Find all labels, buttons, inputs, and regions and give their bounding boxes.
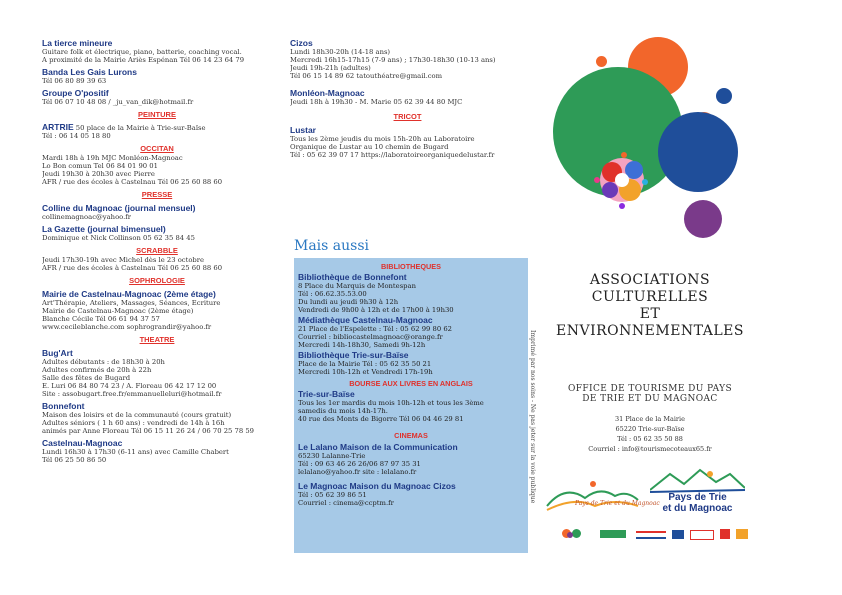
hills-icon	[545, 476, 640, 514]
purple-circle	[684, 200, 722, 238]
address-line: Tél : 05 62 35 50 88	[617, 435, 683, 443]
bonnefont-title: Bonnefont	[42, 401, 85, 411]
occitan-line: Lo Bon comun Tel 06 84 01 90 01	[42, 162, 158, 170]
castelnau-line: Lundi 16h30 à 17h30 (6-11 ans) avec Camille Chabert	[42, 448, 229, 456]
office-line: DE TRIE ET DU MAGNOAC	[582, 394, 718, 404]
section-scrabble: SCRABBLE	[136, 246, 178, 255]
occitanie-logo-icon	[720, 529, 730, 539]
mais-aussi-heading: Mais aussi	[294, 238, 370, 254]
artrie-title: ARTRIE	[42, 122, 74, 132]
mountains-icon	[650, 468, 745, 494]
bib1-line: 8 Place du Marquis de Montespan	[298, 282, 416, 290]
paint-splash-icon	[582, 140, 662, 220]
lustar-line: Tél : 05 62 39 07 17 https://laboratoireorganiquedelustar.fr	[290, 151, 495, 159]
bourse-line: samedis du mois 14h-17h.	[298, 407, 388, 415]
bonnefont-line: animés par Anne Floreau Tél 06 15 11 26 24 / 06 70 25 78 59	[42, 427, 254, 435]
bib1-line: Vendredi de 9h00 à 12h et de 17h00 à 19h30	[298, 306, 454, 314]
groupe-title: Groupe O'positif	[42, 88, 109, 98]
cine2-title: Le Magnoac Maison du Magnoac Cizos	[298, 481, 456, 491]
artrie-entry	[42, 120, 272, 132]
bib2-line: Courriel : bibliocastelmagnoac@orange.fr	[298, 333, 443, 341]
section-bibliotheques: BIBLIOTHEQUES	[381, 262, 441, 271]
cine1-title: Le Lalano	[298, 442, 338, 452]
lustar-title: Lustar	[290, 125, 316, 135]
info-box	[294, 258, 528, 553]
section-tricot: TRICOT	[393, 112, 422, 121]
artrie-line: Tél : 06 14 05 18 80	[42, 132, 111, 140]
bugart-line: Adultes débutants : de 18h30 à 20h	[42, 358, 165, 366]
vertical-print-note: Imprimé par nos soins - Ne pas jeter sur la voie publique	[529, 330, 536, 504]
monleon-line: Jeudi 18h à 19h30 - M. Marie 05 62 39 44 80 MJC	[290, 98, 463, 106]
bib1-line: Tél : 06.62.35.53.00	[298, 290, 367, 298]
bonnefont-line: Maison des loisirs et de la communauté (cours gratuit)	[42, 411, 232, 419]
bib3-line: Place de la Mairie Tél : 05 62 35 50 21	[298, 360, 432, 368]
tierce-line: A proximité de la Mairie Ariès Espénan Tél 06 14 23 64 79	[42, 56, 245, 64]
castelnau-line: Tél 06 25 50 86 50	[42, 456, 107, 464]
occitan-line: Mardi 18h à 19h MJC Monléon-Magnoac	[42, 154, 183, 162]
office-line: OFFICE DE TOURISME DU PAYS	[567, 384, 733, 394]
gazette-title: La Gazette (journal bimensuel)	[42, 224, 166, 234]
address-line: 65220 Trie-sur-Baïse	[615, 425, 685, 433]
cine1-line: Tél : 09 63 46 26 26/06 87 97 35 31	[298, 460, 421, 468]
bib1-line: Du lundi au jeudi 9h30 à 12h	[298, 298, 399, 306]
address-line: Courriel : info@tourismecoteaux65.fr	[588, 445, 712, 453]
sophro-line: Blanche Cécile Tél 06 61 94 37 57	[42, 315, 160, 323]
address-line: 31 Place de la Mairie	[615, 415, 685, 423]
bourse-line: 40 rue des Monts de Bigorre Tél 06 04 46 29 81	[298, 415, 464, 423]
cine2-line: Courriel : cinema@ccptm.fr	[298, 499, 394, 507]
logo2-line: et du Magnoac	[662, 503, 733, 514]
navy-dot	[716, 88, 732, 104]
bib2-title: Médiathèque Castelnau-Magnoac	[298, 315, 433, 325]
tierce-title: La tierce mineure	[42, 38, 113, 48]
office-address	[560, 414, 740, 454]
left-column	[42, 38, 272, 464]
partner-logo-7	[736, 529, 748, 539]
bugart-line: Adultes confirmés de 20h à 22h	[42, 366, 152, 374]
sophro-line: www.cecileblanche.com sophrograndir@yahoo.fr	[42, 323, 212, 331]
cover-title-line: CULTURELLES	[591, 289, 709, 305]
colline-line: collinemagnoac@yahoo.fr	[42, 213, 132, 221]
occitan-line: Jeudi 19h30 à 20h30 avec Pierre	[42, 170, 155, 178]
office-name	[550, 384, 750, 404]
bib2-line: Mercredi 14h-18h30, Samedi 9h-12h	[298, 341, 426, 349]
eu-flag-icon	[672, 530, 684, 539]
partner-logo-5	[690, 530, 714, 540]
pays-logo-main	[650, 468, 745, 518]
banda-title: Banda Les Gais Lurons	[42, 67, 137, 77]
bugart-line: E. Luri 06 84 80 74 23 / A. Floreau 06 42 17 12 00	[42, 382, 217, 390]
bib1-title: Bibliothèque de Bonnefont	[298, 272, 407, 282]
bib3-title: Bibliothèque Trie-sur-Baïse	[298, 350, 409, 360]
lustar-line: Tous les 2ème jeudis du mois 15h-20h au Laboratoire	[290, 135, 475, 143]
orange-dot	[596, 56, 607, 67]
logo2-line: Pays de Trie	[668, 492, 727, 503]
bib3-line: Mercredi 10h-12h et Vendredi 17h-19h	[298, 368, 433, 376]
cizos-title: Cizos	[290, 38, 313, 48]
cover-title	[550, 272, 750, 340]
cine1-title-rest: Maison de la Communication	[337, 442, 458, 452]
monleon-title: Monléon-Magnoac	[290, 88, 365, 98]
bugart-line: Salle des fêtes de Bugard	[42, 374, 131, 382]
section-cinemas: CINEMAS	[394, 431, 428, 440]
banda-line: Tél 06 80 89 39 63	[42, 77, 107, 85]
cine1-line: 65230 Lalanne-Trie	[298, 452, 366, 460]
cover-title-line: ENVIRONNEMENTALES	[556, 323, 744, 339]
middle-column	[290, 38, 525, 159]
artrie-inline: 50 place de la Mairie à Trie-sur-Baïse	[73, 124, 206, 132]
occitan-line: AFR / rue des écoles à Castelnau Tél 06 25 60 88 60	[42, 178, 223, 186]
bugart-line: Site : assobugart.free.fr/emmanuelleluri@hotmail.fr	[42, 390, 222, 398]
partner-logo-2	[600, 530, 626, 538]
lustar-line: Organique de Lustar au 10 chemin de Bugard	[290, 143, 449, 151]
section-presse: PRESSE	[141, 190, 173, 199]
scrabble-line: AFR / rue des écoles à Castelnau Tél 06 25 60 88 60	[42, 264, 223, 272]
cine1-entry	[298, 440, 524, 452]
cizos-line: Tél 06 15 14 89 62 tatouthéatre@gmail.com	[290, 72, 443, 80]
groupe-line: Tél 06 07 10 48 08 / _ju_van_dik@hotmail.fr	[42, 98, 194, 106]
cizos-line: Mercredi 16h15-17h15 (7-9 ans) ; 17h30-18h30 (10-13 ans)	[290, 56, 496, 64]
section-sophrologie: SOPHROLOGIE	[129, 276, 185, 285]
partner-logos	[560, 528, 760, 542]
scrabble-line: Jeudi 17h30-19h avec Michel dès le 23 octobre	[42, 256, 205, 264]
cine1-line: lelalano@yahoo.fr site : lelalano.fr	[298, 468, 417, 476]
cizos-line: Lundi 18h30-20h (14-18 ans)	[290, 48, 391, 56]
logo1-text: Pays de Trie et du Magnoac	[575, 500, 660, 507]
bourse-line: Tous les 1er mardis du mois 10h-12h et tous les 3ème	[298, 399, 484, 407]
navy-circle	[658, 112, 738, 192]
cine2-line: Tél : 05 62 39 86 51	[298, 491, 367, 499]
section-occitan: OCCITAN	[140, 144, 174, 153]
logo2-text	[650, 492, 745, 514]
bourse-title: Trie-sur-Baïse	[298, 389, 355, 399]
bib2-line: 21 Place de l'Espelette : Tél : 05 62 99 80 62	[298, 325, 452, 333]
partner-logo-3	[636, 531, 666, 539]
colline-title: Colline du Magnoac (journal mensuel)	[42, 203, 196, 213]
cover-title-line: ET	[639, 306, 661, 322]
section-peinture: PEINTURE	[138, 110, 176, 119]
tierce-line: Guitare folk et électrique, piano, batterie, coaching vocal.	[42, 48, 242, 56]
partner-logo-1	[560, 528, 590, 540]
sophro-line: Art'Thérapie, Ateliers, Massages, Séances, Ecriture	[42, 299, 221, 307]
cover-title-line: ASSOCIATIONS	[589, 272, 711, 288]
sophro-title: Mairie de Castelnau-Magnoac (2ème étage)	[42, 289, 216, 299]
gazette-line: Dominique et Nick Collinson 05 62 35 84 45	[42, 234, 195, 242]
sophro-line: Mairie de Castelnau-Magnoac (2ème étage)	[42, 307, 194, 315]
pays-logo-small	[545, 476, 660, 514]
section-theatre: THEATRE	[139, 335, 175, 344]
section-bourse: BOURSE AUX LIVRES EN ANGLAIS	[349, 379, 473, 388]
bugart-title: Bug'Art	[42, 348, 73, 358]
castelnau-title: Castelnau-Magnoac	[42, 438, 123, 448]
bonnefont-line: Adultes séniors ( 1 h 60 ans) : vendredi de 14h à 16h	[42, 419, 225, 427]
cizos-line: Jeudi 19h-21h (adultes)	[290, 64, 371, 72]
